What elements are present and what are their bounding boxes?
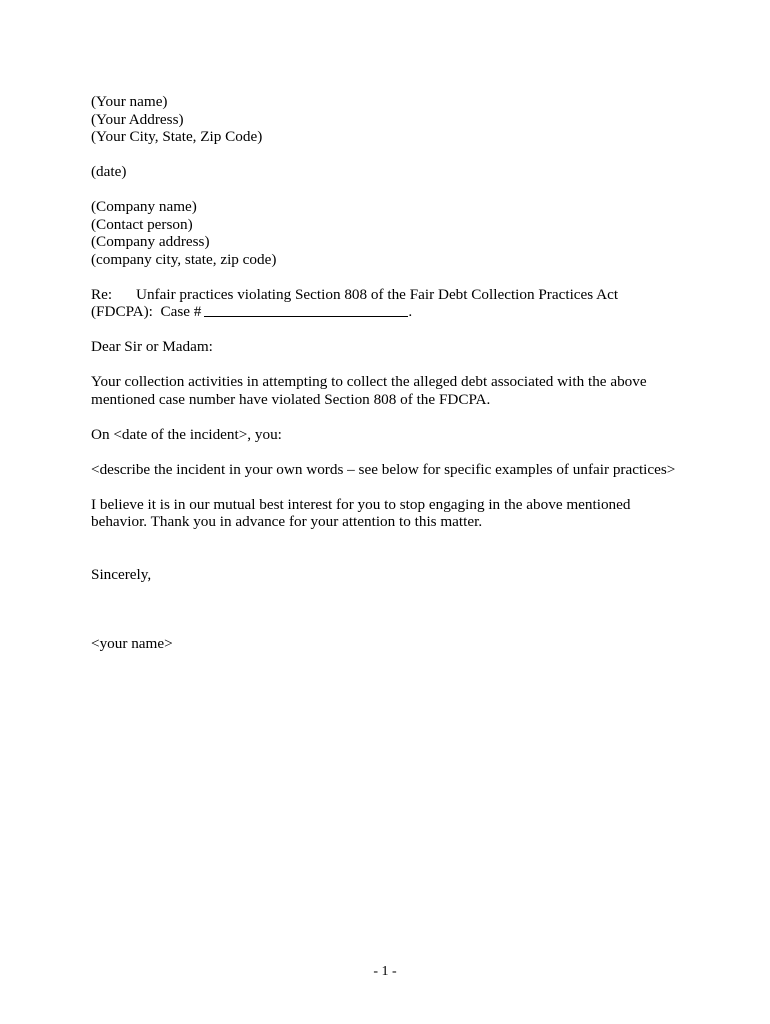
- re-case-prefix: (FDCPA): Case #: [91, 303, 202, 320]
- body-paragraph-4: [91, 496, 691, 531]
- body-paragraph-2: On <date of the incident>, you:: [91, 425, 282, 443]
- re-line: [91, 286, 691, 321]
- body-paragraph-1: [91, 373, 691, 408]
- sender-block: [91, 93, 691, 146]
- recipient-city-state-zip: (company city, state, zip code): [91, 250, 277, 268]
- sender-city-state-zip: (Your City, State, Zip Code): [91, 128, 263, 145]
- paragraph-line: I believe it is in our mutual best interest for you to stop engaging in the above mentioned: [91, 495, 631, 513]
- sender-name: (Your name): [91, 93, 168, 110]
- closing: Sincerely,: [91, 565, 152, 583]
- case-number-blank: [204, 303, 408, 317]
- re-subject: Unfair practices violating Section 808 of the Fair Debt Collection Practices Act: [136, 285, 619, 303]
- recipient-company-name: (Company name): [91, 198, 197, 215]
- letter-date: (date): [91, 163, 127, 180]
- re-label: Re:: [91, 285, 113, 303]
- salutation: Dear Sir or Madam:: [91, 338, 213, 355]
- recipient-company-address: (Company address): [91, 233, 210, 250]
- paragraph-line: mentioned case number have violated Section 808 of the FDCPA.: [91, 390, 491, 408]
- recipient-contact-person: (Contact person): [91, 215, 193, 233]
- letter-body: [91, 93, 691, 653]
- recipient-block: [91, 198, 691, 268]
- sender-address: (Your Address): [91, 110, 184, 128]
- paragraph-line: behavior. Thank you in advance for your attention to this matter.: [91, 513, 483, 530]
- paragraph-line: Your collection activities in attempting to collect the alleged debt associated with the above: [91, 373, 647, 390]
- re-case-suffix: .: [408, 303, 413, 320]
- signature-name: <your name>: [91, 635, 173, 652]
- body-paragraph-3: <describe the incident in your own words – see below for specific examples of unfair practices>: [91, 460, 676, 478]
- page-number: - 1 -: [373, 964, 397, 979]
